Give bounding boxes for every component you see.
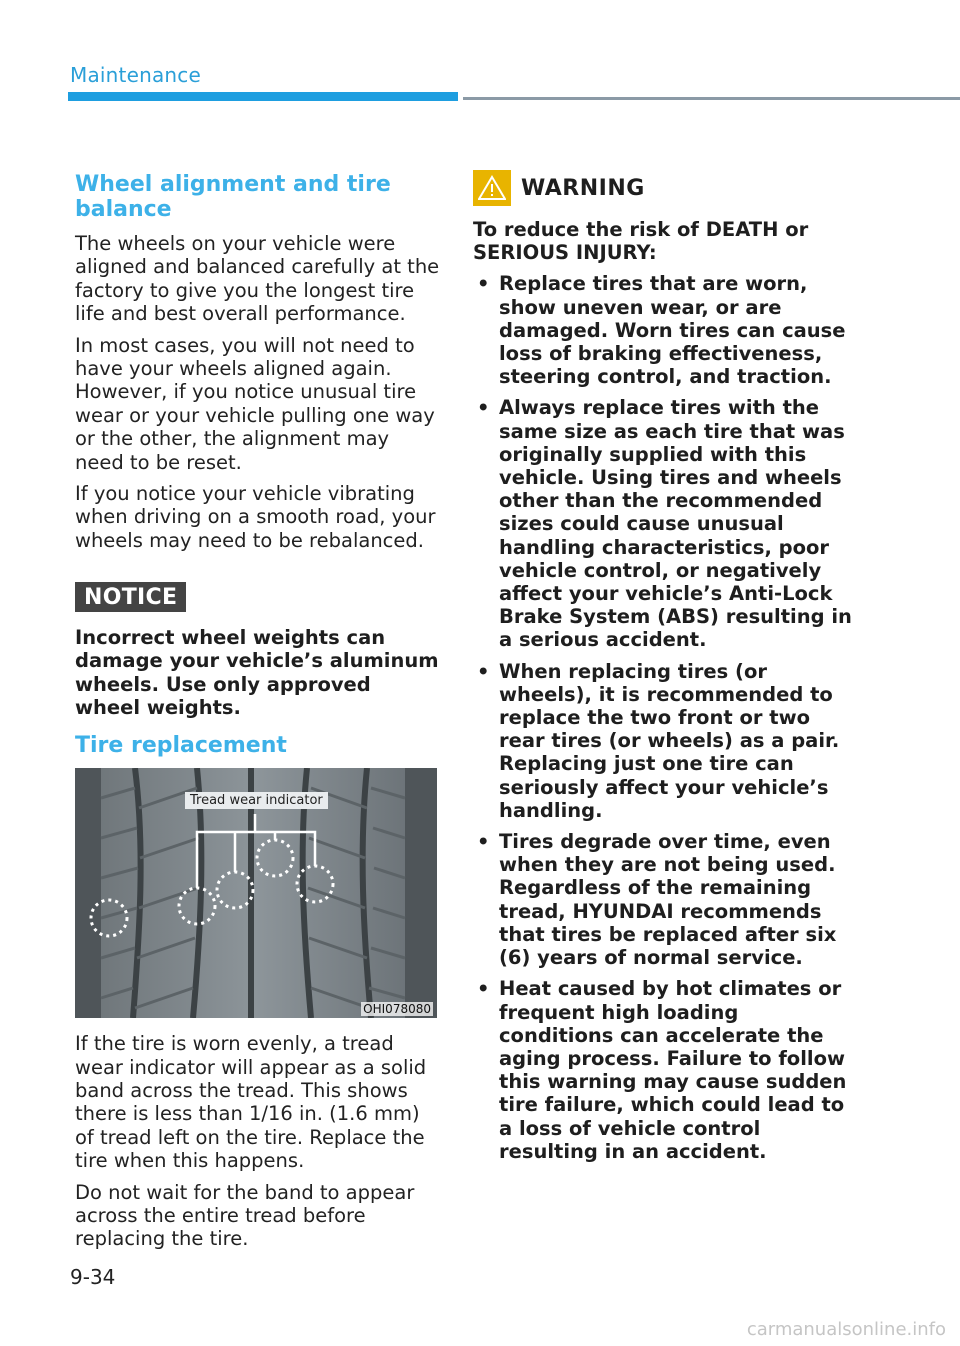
replacement-paragraph: Do not wait for the band to appear across the entire tread before replacing the tire. <box>75 1180 415 1251</box>
warning-item: • Heat caused by hot climates or frequent high loading conditions can accelerate the aging process. Failure to follow this warning may cause sudden tire failure, which could lead to a loss of vehicle control resulting in an accident. <box>473 977 853 1163</box>
notice-badge: NOTICE <box>75 582 186 612</box>
alignment-paragraph: In most cases, you will not need to have your wheels aligned again. However, if you notice unusual tire wear or your vehicle pulling one way or the other, the alignment may need to be reset. <box>75 333 435 474</box>
warning-triangle-icon <box>473 170 511 206</box>
warning-item: • Tires degrade over time, even when they are not being used. Regardless of the remaining tread, HYUNDAI recommends that tires be replaced after six (6) years of normal service. <box>473 830 853 969</box>
tread-wear-figure <box>75 768 437 1018</box>
warning-item: • When replacing tires (or wheels), it is recommended to replace the two front or two rear tires (or wheels) as a pair. Replacing just one tire can seriously affect your vehicle’s handling. <box>473 660 853 822</box>
warning-header <box>473 170 853 206</box>
alignment-paragraph: If you notice your vehicle vibrating when driving on a smooth road, your wheels may need to be rebalanced. <box>75 482 436 552</box>
tread-wear-indicator-label: Tread wear indicator <box>185 792 328 809</box>
alignment-paragraph: The wheels on your vehicle were aligned and balanced carefully at the factory to give you the longest tire life and best overall performance. <box>75 232 440 326</box>
warning-intro: To reduce the risk of DEATH or SERIOUS INJURY: <box>473 218 809 265</box>
warning-list <box>473 272 853 1163</box>
figure-code: OHI078080 <box>363 1002 431 1017</box>
tire-replacement-heading: Tire replacement <box>75 733 287 759</box>
alignment-heading: Wheel alignment and tire balance <box>75 172 391 222</box>
left-column <box>75 172 440 1259</box>
header-rule <box>463 97 960 100</box>
warning-item: • Always replace tires with the same size as each tire that was originally supplied with this vehicle. Using tires and wheels other than the recommended sizes could cause unusual handling characteristics, poor vehicle control, or negatively affect your vehicle’s Anti-Lock Brake System (ABS) resulting in a serious accident. <box>473 396 853 651</box>
warning-item: • Replace tires that are worn, show uneven wear, or are damaged. Worn tires can cause loss of braking effectiveness, steering control, and traction. <box>473 272 853 388</box>
notice-text: Incorrect wheel weights can damage your vehicle’s aluminum wheels. Use only approved wheel weights. <box>75 626 439 719</box>
replacement-paragraph: If the tire is worn evenly, a tread wear indicator will appear as a solid band across the tread. This shows there is less than 1/16 in. (1.6 mm) of tread left on the tire. Replace the tire when this happens. <box>75 1032 427 1173</box>
header-rule-accent <box>68 92 458 101</box>
warning-box <box>473 170 853 1171</box>
warning-title: WARNING <box>521 175 645 201</box>
watermark: carmanualsonline.info <box>746 1319 946 1340</box>
section-title: Maintenance <box>70 63 201 87</box>
page-number: 9-34 <box>70 1265 116 1289</box>
